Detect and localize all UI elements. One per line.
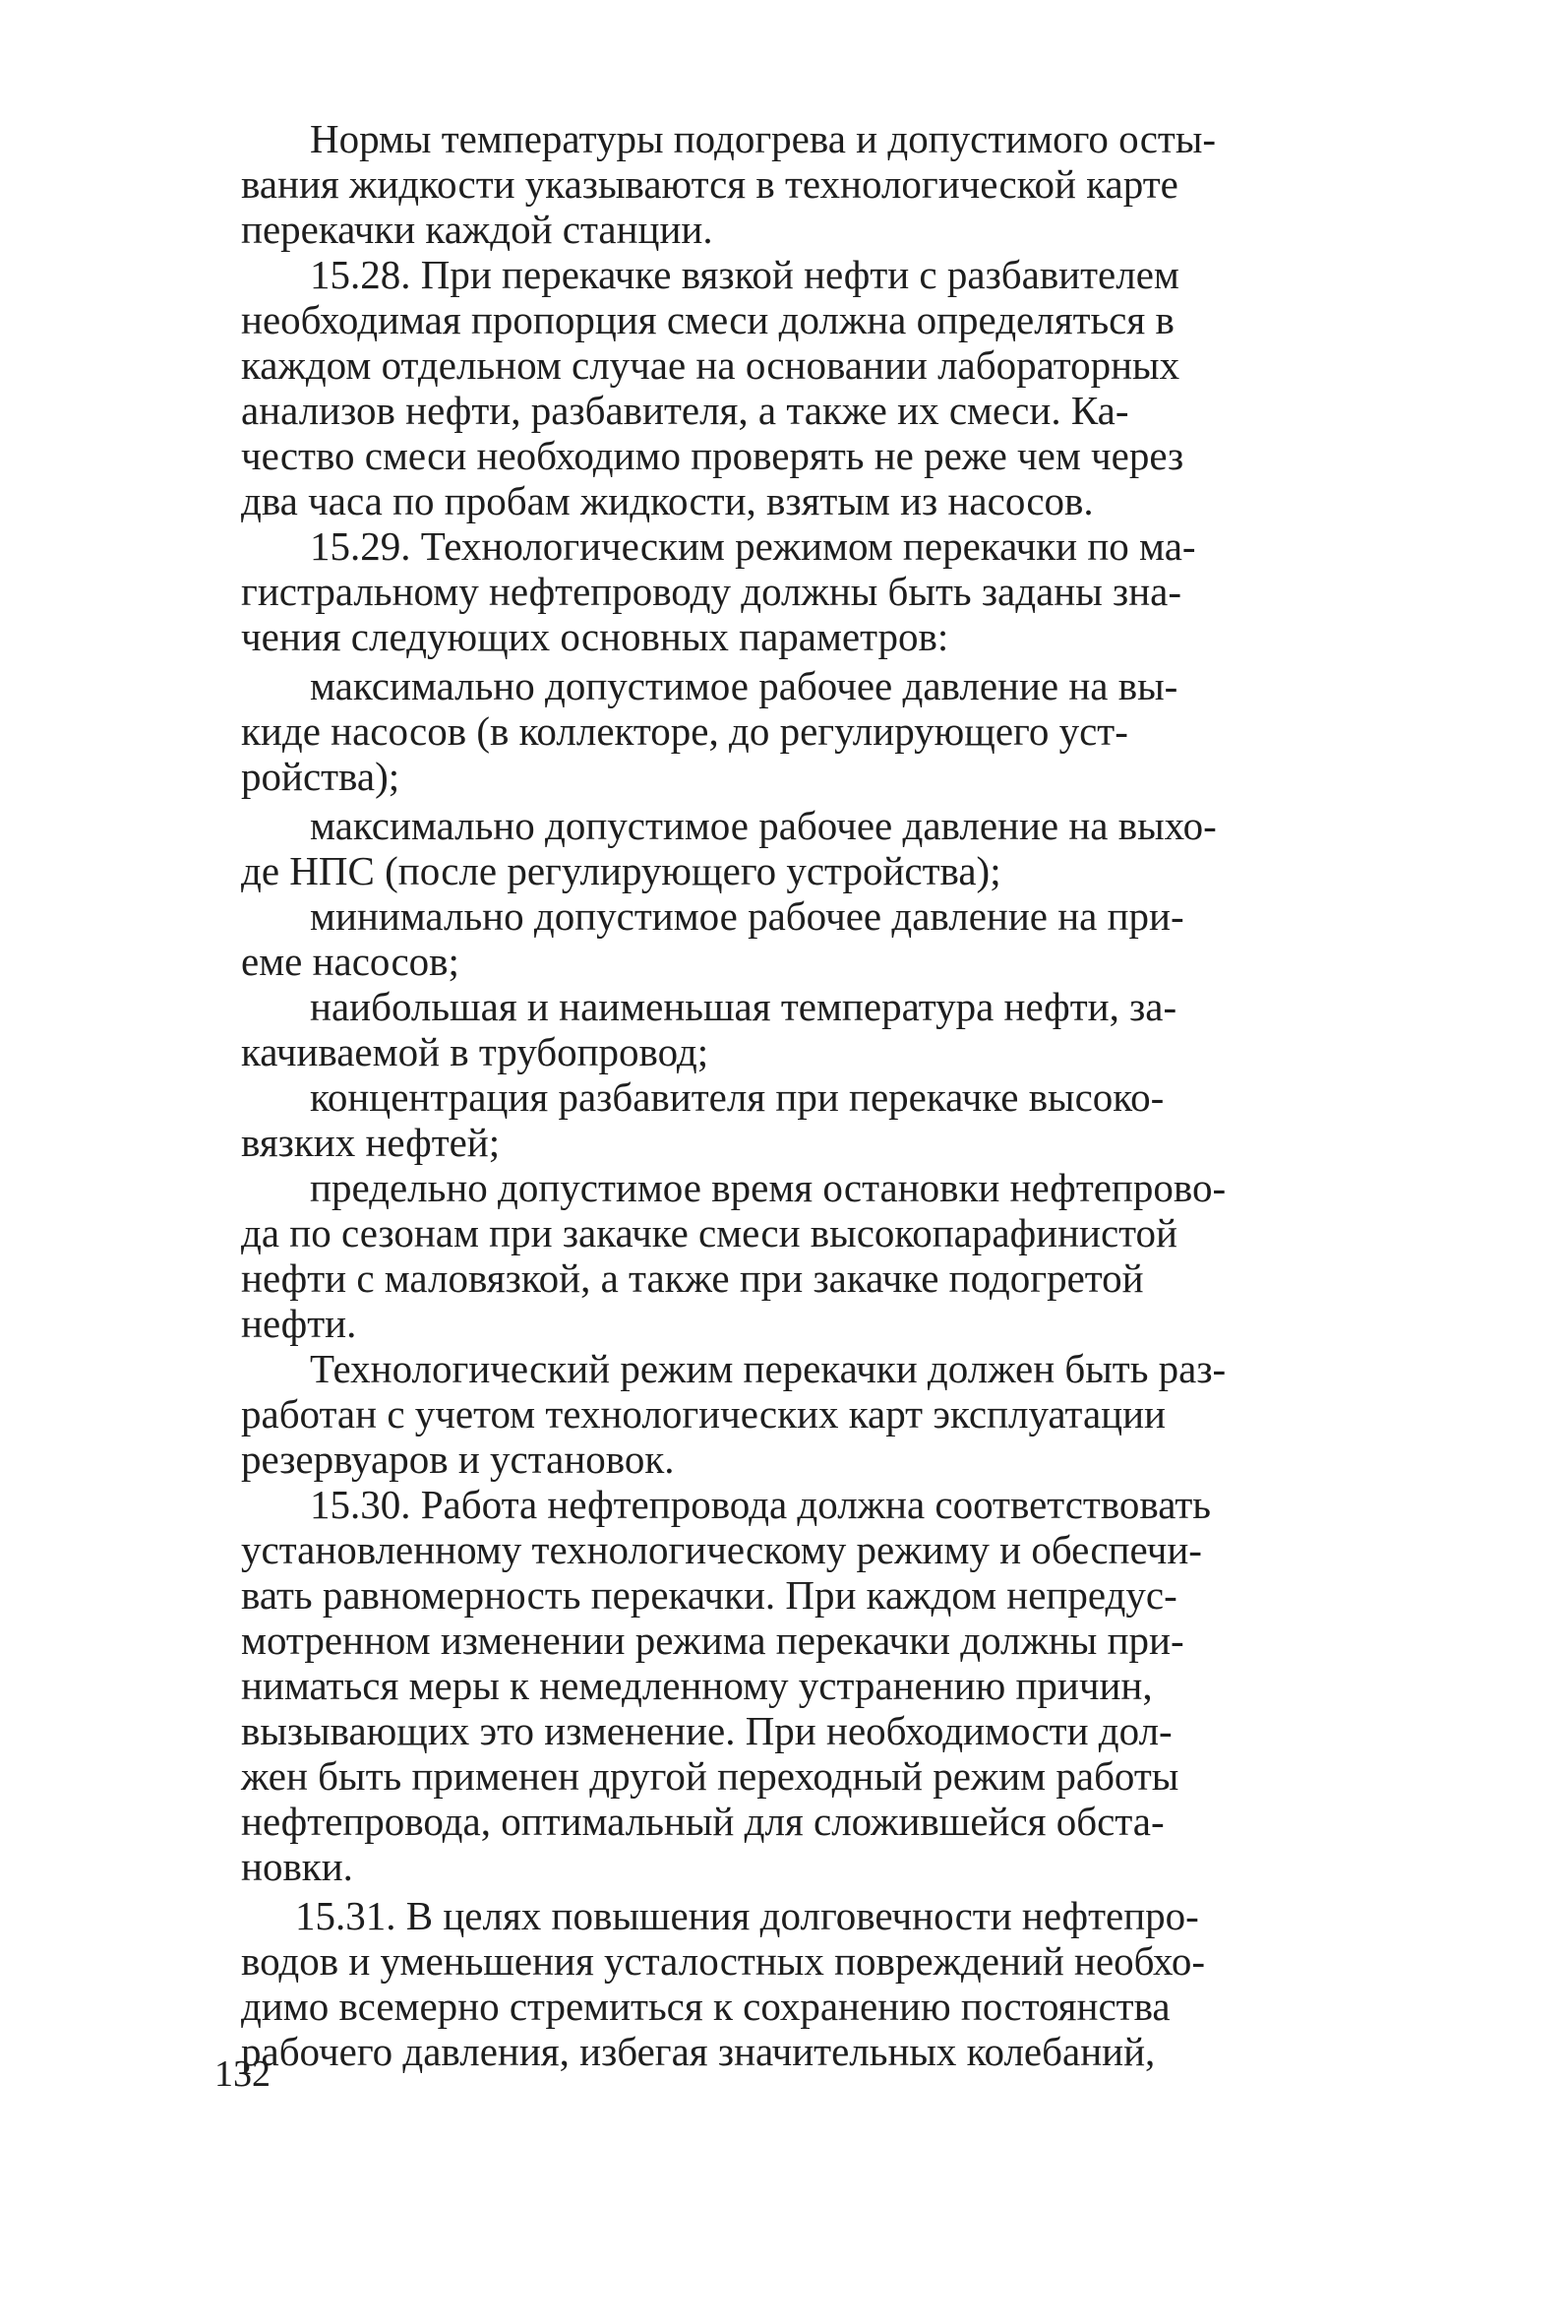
- text-line: анализов нефти, разбавителя, а также их смеси. Ка-: [241, 388, 1129, 433]
- text-line: де НПС (после регулирующего устройства);: [241, 848, 1001, 893]
- text-line: чество смеси необходимо проверять не реже чем через: [241, 433, 1184, 478]
- text-line: рабочего давления, избегая значительных колебаний,: [241, 2029, 1156, 2074]
- text-line: минимально допустимое рабочее давление на при-: [310, 893, 1184, 939]
- text-line: нефти с маловязкой, а также при закачке подогретой: [241, 1255, 1144, 1301]
- text-line: два часа по пробам жидкости, взятым из насосов.: [241, 478, 1094, 523]
- text-line: наибольшая и наименьшая температура нефти, за-: [310, 984, 1177, 1029]
- text-line: каждом отдельном случае на основании лабораторных: [241, 342, 1180, 388]
- text-line: 15.28. При перекачке вязкой нефти с разбавителем: [310, 252, 1179, 297]
- text-line: нефти.: [241, 1301, 357, 1346]
- text-line: ниматься меры к немедленному устранению причин,: [241, 1663, 1153, 1708]
- text-line: новки.: [241, 1844, 353, 1889]
- text-line: 15.31. В целях повышения долговечности нефтепро-: [295, 1893, 1199, 1938]
- text-line: нефтепровода, оптимальный для сложившейся обста-: [241, 1799, 1165, 1844]
- text-line: предельно допустимое время остановки нефтепрово-: [310, 1165, 1227, 1210]
- text-line: максимально допустимое рабочее давление на выхо-: [310, 803, 1217, 848]
- text-line: жен быть применен другой переходный режим работы: [241, 1753, 1179, 1799]
- text-line: вязких нефтей;: [241, 1120, 501, 1165]
- text-line: еме насосов;: [241, 939, 459, 984]
- text-line: резервуаров и установок.: [241, 1437, 675, 1482]
- text-line: димо всемерно стремиться к сохранению постоянства: [241, 1984, 1171, 2029]
- page-number: 132: [214, 2053, 271, 2095]
- text-line: вызывающих это изменение. При необходимости дол-: [241, 1708, 1173, 1753]
- text-line: ройства);: [241, 754, 400, 799]
- text-line: гистральному нефтепроводу должны быть заданы зна-: [241, 569, 1182, 614]
- text-line: чения следующих основных параметров:: [241, 614, 949, 659]
- text-line: установленному технологическому режиму и обеспечи-: [241, 1527, 1202, 1572]
- text-line: качиваемой в трубопровод;: [241, 1029, 709, 1074]
- text-line: да по сезонам при закачке смеси высокопарафинистой: [241, 1210, 1177, 1255]
- text-line: вания жидкости указываются в технологической карте: [241, 161, 1178, 207]
- text-line: перекачки каждой станции.: [241, 207, 713, 252]
- text-line: водов и уменьшения усталостных повреждений необхо-: [241, 1938, 1206, 1984]
- text-line: вать равномерность перекачки. При каждом непредус-: [241, 1572, 1177, 1618]
- text-line: Технологический режим перекачки должен быть раз-: [310, 1346, 1227, 1391]
- text-line: мотренном изменении режима перекачки должны при-: [241, 1618, 1184, 1663]
- text-line: 15.29. Технологическим режимом перекачки по ма-: [310, 523, 1196, 569]
- text-line: Нормы температуры подогрева и допустимого осты-: [310, 116, 1217, 161]
- text-line: концентрация разбавителя при перекачке высоко-: [310, 1074, 1165, 1120]
- text-line: 15.30. Работа нефтепровода должна соответствовать: [310, 1482, 1211, 1527]
- text-line: киде насосов (в коллекторе, до регулирующего уст-: [241, 708, 1128, 754]
- text-line: максимально допустимое рабочее давление на вы-: [310, 663, 1178, 708]
- text-line: работан с учетом технологических карт эксплуатации: [241, 1391, 1166, 1437]
- text-line: необходимая пропорция смеси должна определяться в: [241, 297, 1175, 342]
